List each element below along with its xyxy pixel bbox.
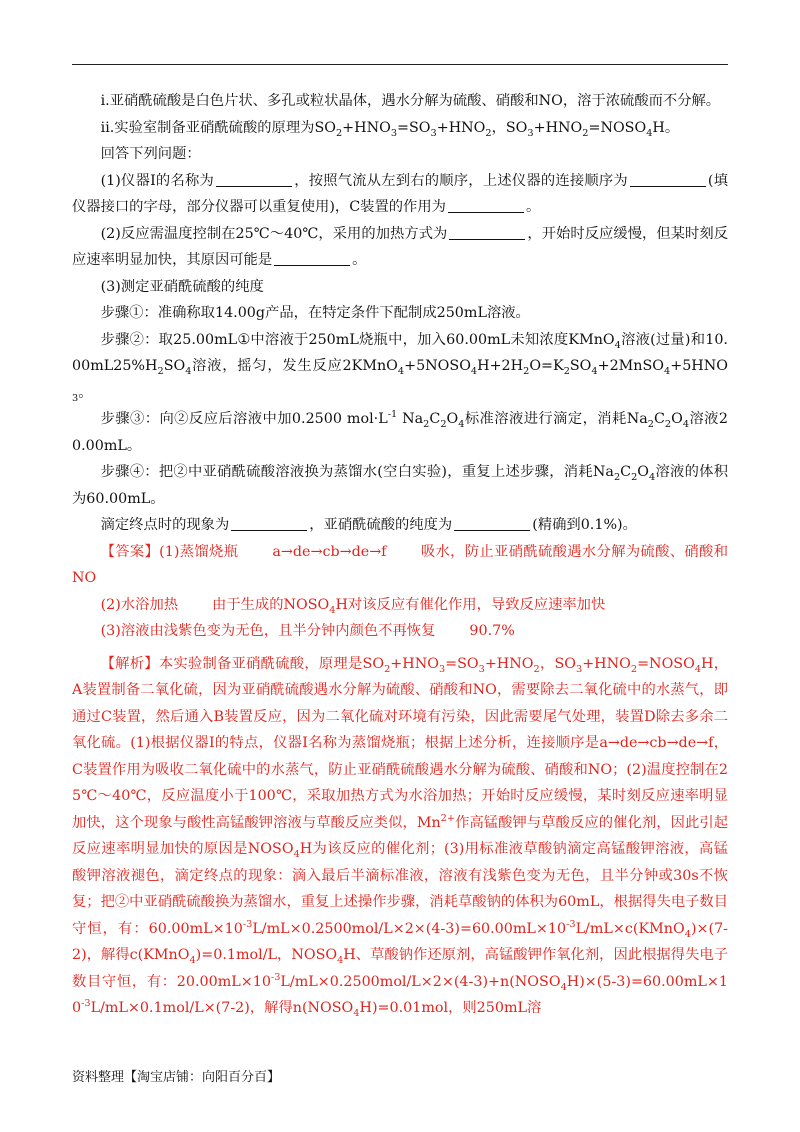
blank [454,515,530,531]
header-rule [72,64,728,65]
step-1: 步骤①：准确称取14.00g产品，在特定条件下配制成250mL溶液。 [100,305,530,321]
answer-line-1: 【答案】(1)蒸馏烧瓶 a→de→cb→de→f 吸水，防止亚硝酰硫酸遇水分解为硫酸、硝酸和NO [72,543,729,586]
blank [216,171,292,187]
blank [630,171,706,187]
blank [449,224,525,240]
analysis: 【解析】本实验制备亚硝酰硫酸，原理是$SO_2+HNO_3=SO_3+HNO_2$，$SO_3+HNO_2=NOSO_4H$，A装置制备二氧化硫，因为亚硝酰硫酸遇水分解为硫酸、硝酸和NO，需要除去二氧化硫中的水蒸气，即通过C装置，然后通入B装置反应，因为二氧化硫对环境有污染，因此需要尾气处理，装置D除去多余二氧化硫。(1)根据仪器Ⅰ的特点，仪器Ⅰ名称为蒸馏烧瓶；根据上述分析，连接顺序是a→de→cb→de→f，C装置作用为吸收二氧化硫中的水蒸气，防止亚硝酰硫酸遇水分解为硫酸、硝酸和NO；(2)温度控制在25℃～40℃，反应温度小于100℃，采取加热方式为水浴加热；开始时反应缓慢，某时刻反应速率明显加快，这个现象与酸性高锰酸钾溶液与草酸反应类似，$Mn^{2+}$作高锰酸钾与草酸反应的催化剂，因此引起反应速率明显加快的原因是$NOSO_4H$为该反应的催化剂；(3)用标准液草酸钠滴定高锰酸钾溶液，高锰酸钾溶液褪色，滴定终点的现象：滴入最后半滴标准液，溶液有浅紫色变为无色，且半分钟或30s不恢复；把②中亚硝酰硫酸换为蒸馏水，重复上述操作步骤，消耗草酸钠的体积为60mL，根据得失电子数目守恒，有：$60.00mL\times 10^{-3}L/mL\times 0.2500mol/L\times 2\times(4-3)=60.00mL\times 10^{-3}L/mL\times c(KMnO_4)\times(7-2)$，解得c(KMnO$_4$)=0.1mol/L，$NOSO_4H$、草酸钠作还原剂，高锰酸钾作氧化剂，因此根据得失电子数目守恒，有：$20.00mL\times 10^{-3}L/mL\times 0.2500mol/L\times 2\times(4-3)+n(NOSO_4H)\times(5-3)=60.00mL\times 10^{-3}L/mL\times 0.1mol/L\times(7-2)$，解得$n(NOSO_4H)=0.01mol$，则250mL溶 [72,655,729,1019]
question-1: (1)仪器Ⅰ的名称为 ，按照气流从左到右的顺序，上述仪器的连接顺序为 (填仪器接口的字母，部分仪器可以重复使用)，C装置的作用为 。 [72,172,729,215]
question-3-title: (3)测定亚硝酰硫酸的纯度 [100,278,264,295]
page-footer: 资料整理【淘宝店铺：向阳百分百】 [72,1070,281,1085]
titration-endpoint-question: 滴定终点时的现象为 ，亚硝酰硫酸的纯度为 (精确到0.1%)。 [100,517,637,533]
question-2: (2)反应需温度控制在25℃～40℃，采用的加热方式为 ，开始时反应缓慢，但某时刻反应速率明显加快，其原因可能是 。 [72,225,728,268]
intro-note-ii: ⅱ.实验室制备亚硝酰硫酸的原理为$SO_2+HNO_3=SO_3+HNO_2$，$SO_3+HNO_2=NOSO_4H$。 [100,119,680,139]
blank [448,197,524,213]
blank [274,250,350,266]
document-body [72,88,728,1022]
answer-line-3: (3)溶液由浅紫色变为无色，且半分钟内颜色不再恢复 90.7% [100,623,515,639]
step-4: 步骤④：把②中亚硝酰硫酸溶液换为蒸馏水(空白实验)，重复上述步骤，消耗$Na_2C_2O_4$溶液的体积为60.00mL。 [72,464,729,507]
intro-note-i: ⅰ.亚硝酰硫酸是白色片状、多孔或粒状晶体，遇水分解为硫酸、硝酸和NO，溶于浓硫酸而不分解。 [100,93,721,109]
blank [231,515,307,531]
answer-prompt: 回答下列问题： [100,146,201,162]
answer-line-2: (2)水浴加热 由于生成的$NOSO_4H$对该反应有催化作用，导致反应速率加快 [100,596,606,616]
step-3: 步骤③：向②反应后溶液中加0.2500 $mol\cdot L^{-1}$ $Na_2C_2O_4$标准溶液进行滴定，消耗$Na_2C_2O_4$溶液20.00mL。 [72,409,728,454]
step-2: 步骤②：取25.00mL①中溶液于250mL烧瓶中，加入60.00mL未知浓度KMnO$_4$溶液(过量)和$10.00mL25\%H_2SO_4$溶液，摇匀，发生反应$2KMnO_4+5NOSO_4H+2H_2O=K_2SO_4+2MnSO_4+5HNO_3$。 [72,331,728,404]
